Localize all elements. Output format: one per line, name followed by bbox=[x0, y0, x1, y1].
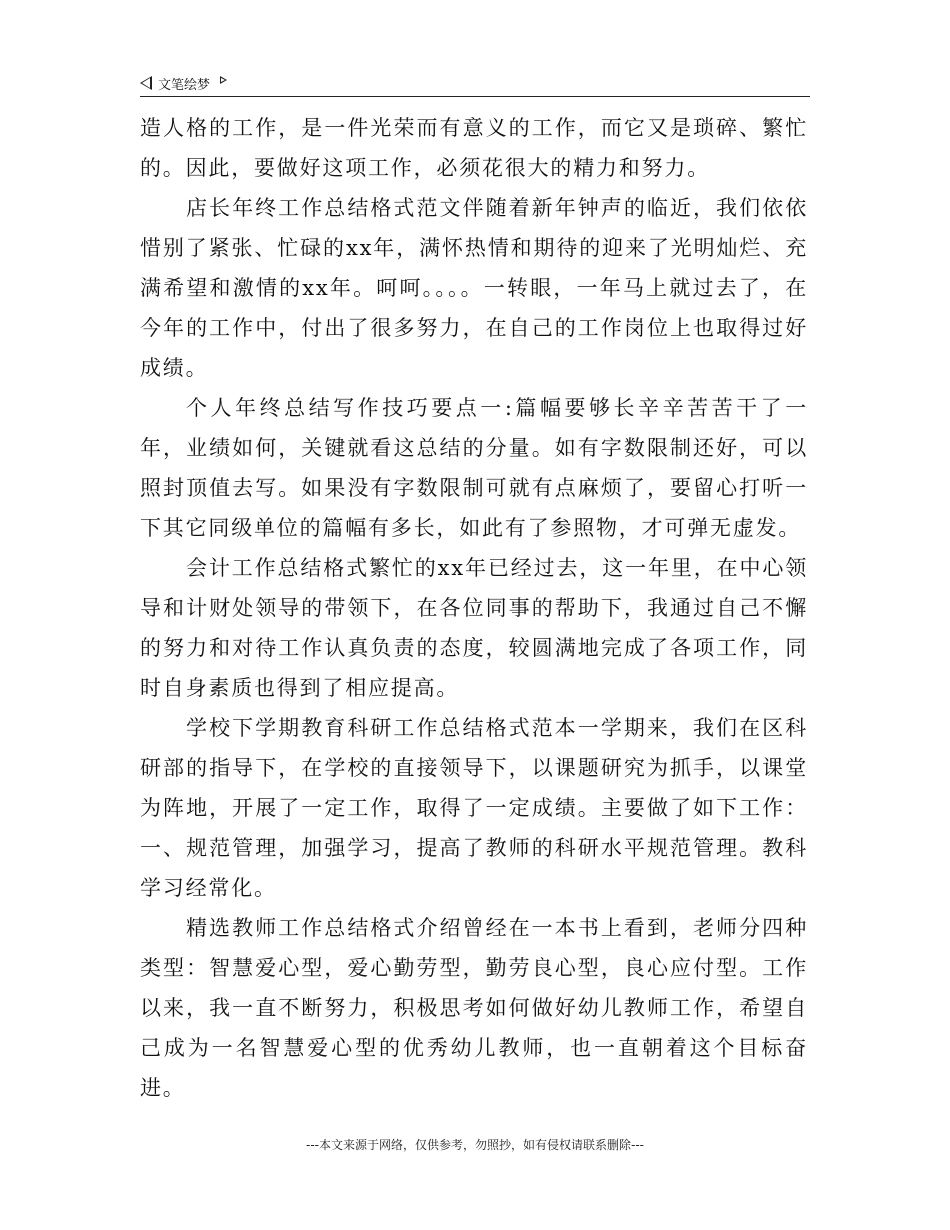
triangle-right-icon bbox=[220, 76, 227, 84]
paragraph: 学校下学期教育科研工作总结格式范本一学期来，我们在区科研部的指导下，在学校的直接领导下，以课题研究为抓手，以课堂为阵地，开展了一定工作，取得了一定成绩。主要做了如下工作：一、规范管理，加强学习，提高了教师的科研水平规范管理。教科学习经常化。 bbox=[140, 716, 808, 900]
paragraph: 店长年终工作总结格式范文伴随着新年钟声的临近，我们依依惜别了紧张、忙碌的xx年，满怀热情和期待的迎来了光明灿烂、充满希望和激情的xx年。呵呵。。。。一转眼，一年马上就过去了，在今年的工作中，付出了很多努力，在自己的工作岗位上也取得过好成绩。 bbox=[140, 196, 808, 380]
document-body bbox=[140, 108, 808, 1108]
paragraph: 精选教师工作总结格式介绍曾经在一本书上看到，老师分四种类型：智慧爱心型，爱心勤劳型，勤劳良心型，良心应付型。工作以来，我一直不断努力，积极思考如何做好幼儿教师工作，希望自己成为一名智慧爱心型的优秀幼儿教师，也一直朝着这个目标奋进。 bbox=[140, 916, 808, 1100]
footer-notice: ---本文来源于网络，仅供参考，勿照抄，如有侵权请联系删除--- bbox=[306, 1138, 644, 1152]
paragraph: 个人年终总结写作技巧要点一:篇幅要够长辛辛苦苦干了一年，业绩如何，关键就看这总结的分量。如有字数限制还好，可以照封顶值去写。如果没有字数限制可就有点麻烦了，要留心打听一下其它同级单位的篇幅有多长，如此有了参照物，才可弹无虚发。 bbox=[140, 396, 808, 540]
paragraph: 造人格的工作，是一件光荣而有意义的工作，而它又是琐碎、繁忙的。因此，要做好这项工作，必须花很大的精力和努力。 bbox=[140, 116, 808, 180]
page-header bbox=[140, 70, 810, 97]
header-title: 文笔绘梦 bbox=[158, 77, 211, 93]
triangle-left-icon bbox=[140, 76, 152, 90]
paragraph: 会计工作总结格式繁忙的xx年已经过去，这一年里，在中心领导和计财处领导的带领下，在各位同事的帮助下，我通过自己不懈的努力和对待工作认真负责的态度，较圆满地完成了各项工作，同时自身素质也得到了相应提高。 bbox=[140, 556, 808, 700]
